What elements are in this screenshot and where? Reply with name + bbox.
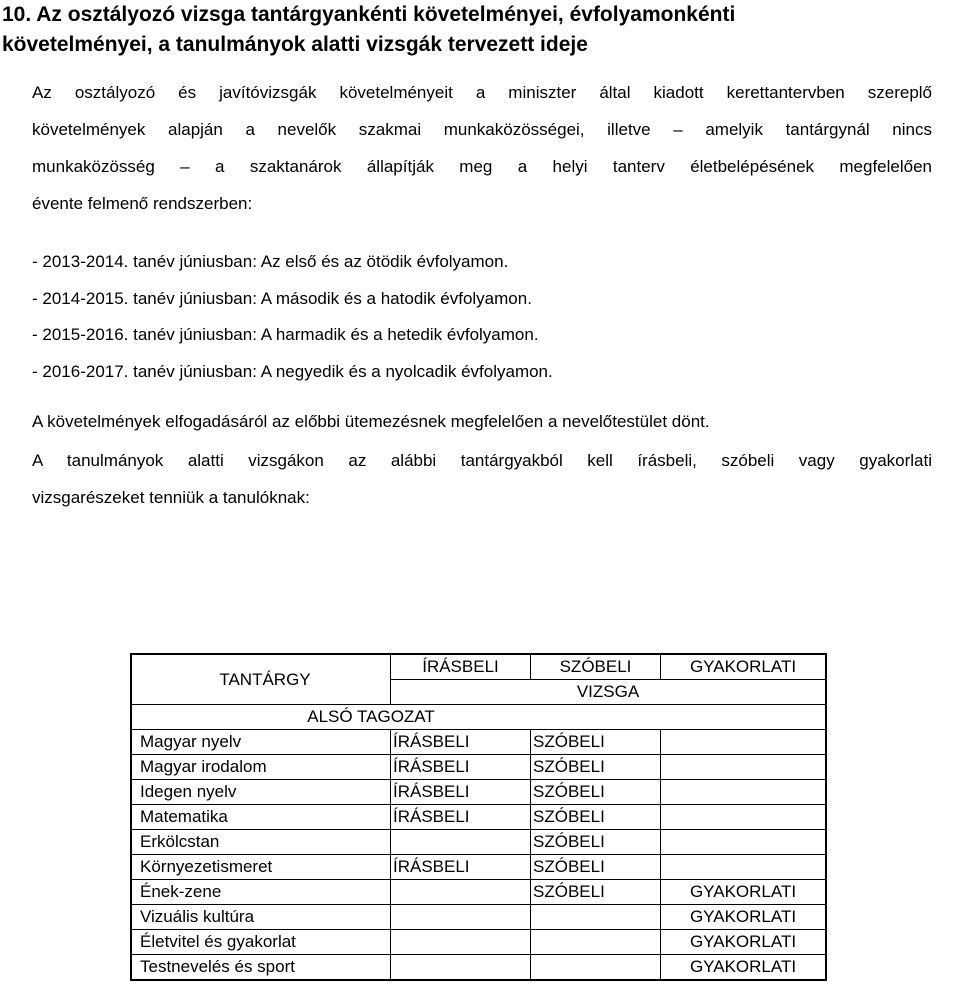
schedule-item: - 2016-2017. tanév júniusban: A negyedik és a nyolcadik évfolyamon.: [32, 361, 553, 381]
table-row: [131, 930, 826, 955]
subject-cell: Magyar irodalom: [131, 755, 391, 780]
subject-cell: Ének-zene: [131, 880, 391, 905]
exam-parts-paragraph: [32, 442, 932, 516]
practical-cell: [661, 830, 827, 855]
subject-cell: Magyar nyelv: [131, 730, 391, 755]
header-exam: VIZSGA: [391, 680, 827, 705]
practical-cell: GYAKORLATI: [661, 955, 827, 981]
table-header-row: [131, 654, 826, 680]
oral-cell: SZÓBELI: [531, 780, 661, 805]
intro-line2: követelmények alapján a nevelők szakmai munkaközösségei, illetve – amelyik tantárgynál nincs: [32, 120, 932, 139]
table-row: [131, 755, 826, 780]
practical-cell: GYAKORLATI: [661, 905, 827, 930]
section-heading: [2, 0, 952, 60]
exam-parts-line2: vizsgarészeket tenniük a tanulóknak:: [32, 488, 310, 507]
subject-cell: Idegen nyelv: [131, 780, 391, 805]
written-cell: [391, 955, 531, 981]
written-cell: ÍRÁSBELI: [391, 805, 531, 830]
written-cell: [391, 880, 531, 905]
practical-cell: [661, 805, 827, 830]
written-cell: [391, 830, 531, 855]
table-row: [131, 830, 826, 855]
schedule-item: - 2013-2014. tanév júniusban: Az első és az ötödik évfolyamon.: [32, 252, 509, 271]
oral-cell: [531, 955, 661, 981]
practical-cell: [661, 730, 827, 755]
oral-cell: SZÓBELI: [531, 755, 661, 780]
schedule-list: [32, 244, 553, 390]
header-practical: GYAKORLATI: [661, 654, 827, 680]
practical-cell: [661, 780, 827, 805]
header-subject: TANTÁRGY: [131, 654, 391, 705]
table-row: [131, 905, 826, 930]
section-label: ALSÓ TAGOZAT: [131, 705, 826, 730]
subject-cell: Erkölcstan: [131, 830, 391, 855]
exam-requirements-table: [130, 653, 827, 981]
table-row: [131, 730, 826, 755]
section-heading-line2: követelményei, a tanulmányok alatti vizsgák tervezett ideje: [2, 33, 588, 56]
table-row: [131, 855, 826, 880]
practical-cell: GYAKORLATI: [661, 930, 827, 955]
intro-line4: évente felmenő rendszerben:: [32, 194, 253, 213]
section-heading-line1: 10. Az osztályozó vizsga tantárgyankénti követelményei, évfolyamonkénti: [2, 3, 736, 26]
written-cell: ÍRÁSBELI: [391, 730, 531, 755]
schedule-item: - 2015-2016. tanév júniusban: A harmadik és a hetedik évfolyamon.: [32, 325, 539, 344]
oral-cell: SZÓBELI: [531, 805, 661, 830]
oral-cell: [531, 905, 661, 930]
oral-cell: SZÓBELI: [531, 855, 661, 880]
table-row: [131, 955, 826, 981]
written-cell: ÍRÁSBELI: [391, 855, 531, 880]
table-row: [131, 780, 826, 805]
written-cell: ÍRÁSBELI: [391, 755, 531, 780]
subject-cell: Testnevelés és sport: [131, 955, 391, 981]
written-cell: [391, 905, 531, 930]
header-oral: SZÓBELI: [531, 654, 661, 680]
subject-cell: Matematika: [131, 805, 391, 830]
practical-cell: GYAKORLATI: [661, 880, 827, 905]
subject-cell: Életvitel és gyakorlat: [131, 930, 391, 955]
table-row: [131, 805, 826, 830]
subject-cell: Vizuális kultúra: [131, 905, 391, 930]
intro-paragraph: [32, 74, 932, 222]
practical-cell: [661, 755, 827, 780]
exam-parts-line1: A tanulmányok alatti vizsgákon az alábbi tantárgyakból kell írásbeli, szóbeli vagy gyakorlati: [32, 451, 932, 470]
acceptance-note: A követelmények elfogadásáról az előbbi ütemezésnek megfelelően a nevelőtestület dönt.: [32, 412, 710, 431]
intro-line3: munkaközösség – a szaktanárok állapítják meg a helyi tanterv életbelépésének megfelelően: [32, 157, 932, 176]
oral-cell: [531, 930, 661, 955]
intro-line1: Az osztályozó és javítóvizsgák követelményeit a miniszter által kiadott kerettantervben szereplő: [32, 83, 932, 102]
header-written: ÍRÁSBELI: [391, 654, 531, 680]
table-row: [131, 880, 826, 905]
subject-cell: Környezetismeret: [131, 855, 391, 880]
oral-cell: SZÓBELI: [531, 830, 661, 855]
oral-cell: SZÓBELI: [531, 880, 661, 905]
schedule-item: - 2014-2015. tanév júniusban: A második és a hatodik évfolyamon.: [32, 288, 532, 308]
written-cell: [391, 930, 531, 955]
practical-cell: [661, 855, 827, 880]
oral-cell: SZÓBELI: [531, 730, 661, 755]
written-cell: ÍRÁSBELI: [391, 780, 531, 805]
table-section-row: [131, 705, 826, 730]
